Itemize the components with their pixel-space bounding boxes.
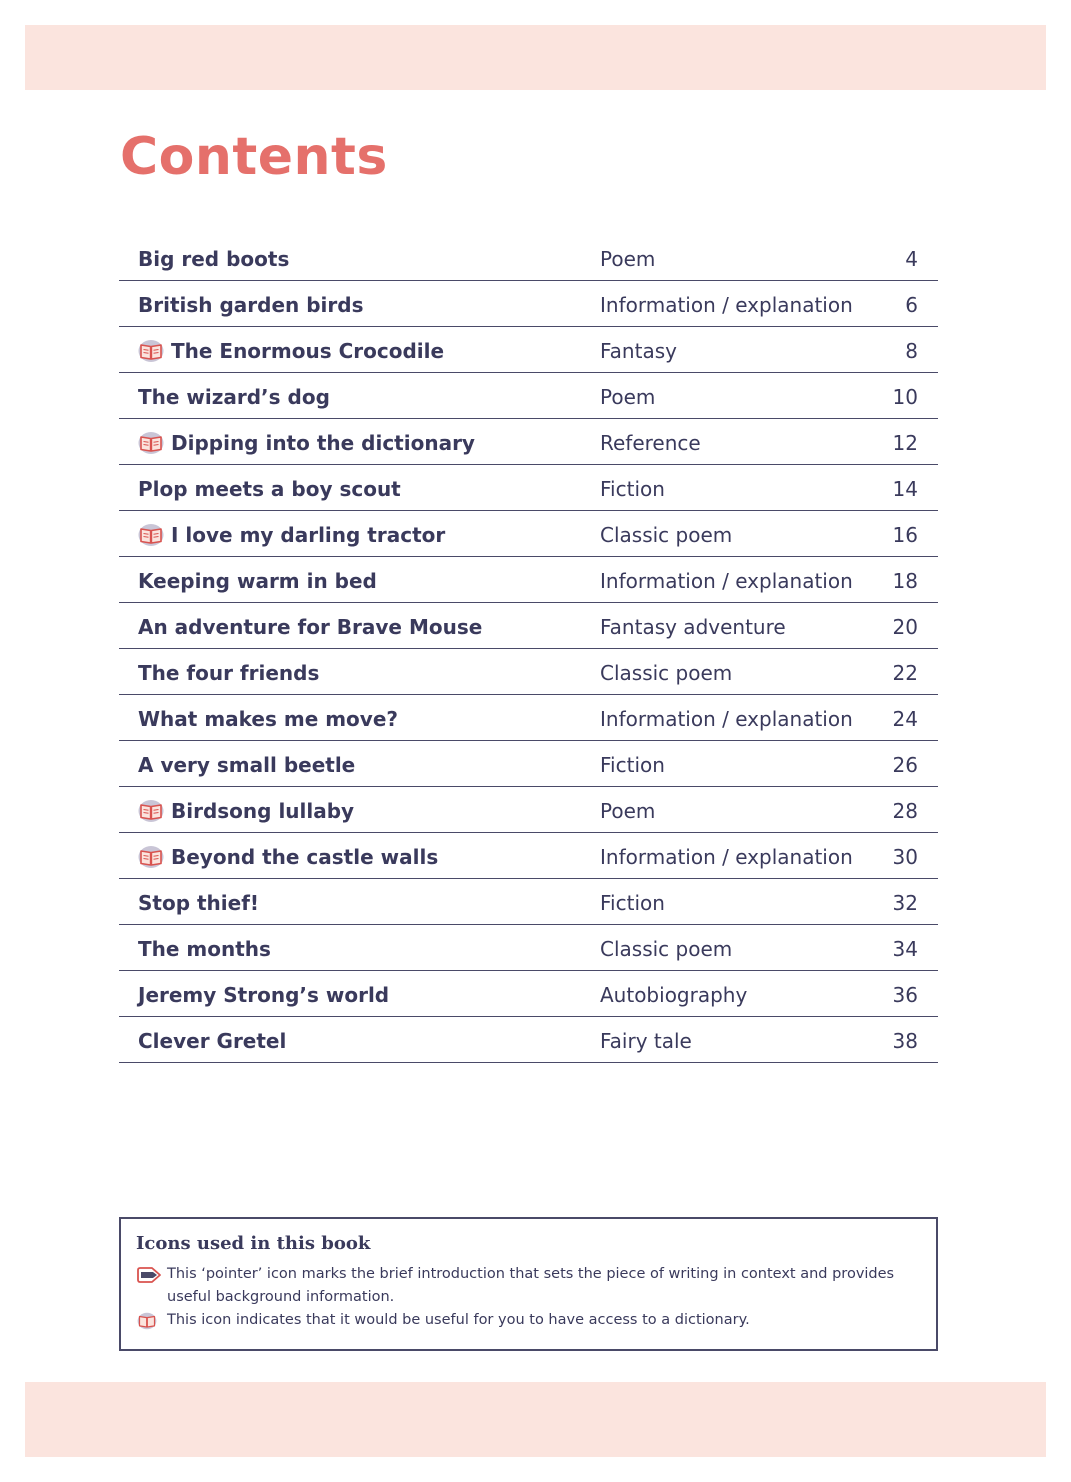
contents-genre: Fairy tale (600, 1029, 692, 1053)
legend-pointer-text: This ‘pointer’ icon marks the brief introduction that sets the piece of writing in context and provides useful background information. (167, 1266, 895, 1305)
contents-row[interactable] (119, 787, 938, 833)
contents-page-number: 10 (892, 385, 918, 409)
dictionary-book-icon (138, 431, 164, 455)
contents-row[interactable] (119, 925, 938, 971)
contents-row[interactable] (119, 465, 938, 511)
contents-page-number: 12 (892, 431, 918, 455)
contents-title[interactable]: I love my darling tractor (171, 523, 446, 547)
contents-row[interactable] (119, 649, 938, 695)
contents-genre: Fiction (600, 477, 665, 501)
contents-title[interactable]: Keeping warm in bed (138, 569, 377, 593)
contents-row[interactable] (119, 235, 938, 281)
legend-heading: Icons used in this book (136, 1233, 371, 1254)
contents-title-cell (138, 247, 289, 271)
contents-title[interactable]: Plop meets a boy scout (138, 477, 401, 501)
contents-row[interactable] (119, 971, 938, 1017)
contents-genre: Autobiography (600, 983, 748, 1007)
contents-row[interactable] (119, 879, 938, 925)
icon-legend-box (119, 1217, 938, 1351)
contents-title[interactable]: Big red boots (138, 247, 290, 271)
contents-title-cell (138, 615, 482, 639)
contents-genre: Classic poem (600, 523, 733, 547)
contents-page-number: 30 (892, 845, 918, 869)
contents-genre: Information / explanation (600, 845, 853, 869)
contents-title[interactable]: Jeremy Strong’s world (138, 983, 390, 1007)
contents-title[interactable]: What makes me move? (138, 707, 398, 731)
contents-genre: Fantasy (600, 339, 677, 363)
contents-title[interactable]: The four friends (138, 661, 320, 685)
legend-dictionary-text: This icon indicates that it would be useful for you to have access to a dictionary. (167, 1312, 750, 1328)
contents-title-cell (138, 431, 475, 455)
dictionary-book-icon (138, 523, 164, 547)
contents-title[interactable]: The wizard’s dog (138, 385, 330, 409)
header-band (25, 25, 1046, 90)
contents-page-number: 8 (905, 339, 918, 363)
contents-row[interactable] (119, 373, 938, 419)
dictionary-book-icon (138, 845, 164, 869)
contents-row[interactable] (119, 695, 938, 741)
contents-title[interactable]: Dipping into the dictionary (171, 431, 475, 455)
contents-genre: Information / explanation (600, 293, 853, 317)
contents-title-cell (138, 799, 354, 823)
contents-page-number: 14 (892, 477, 918, 501)
contents-title[interactable]: British garden birds (138, 293, 364, 317)
contents-title[interactable]: Beyond the castle walls (171, 845, 439, 869)
contents-page-number: 16 (892, 523, 918, 547)
contents-row[interactable] (119, 833, 938, 879)
dictionary-book-icon (138, 339, 164, 363)
page-title: Contents (120, 127, 388, 187)
contents-page-number: 24 (892, 707, 918, 731)
contents-title-cell (138, 1029, 286, 1053)
contents-page-number: 6 (905, 293, 918, 317)
contents-title-cell (138, 891, 259, 915)
contents-page-number: 22 (892, 661, 918, 685)
contents-genre: Fiction (600, 891, 665, 915)
legend-pointer-entry (136, 1263, 926, 1309)
contents-table (119, 235, 938, 1063)
contents-row[interactable] (119, 419, 938, 465)
contents-title[interactable]: Clever Gretel (138, 1029, 287, 1053)
contents-title-cell (138, 707, 398, 731)
contents-title[interactable]: The Enormous Crocodile (171, 339, 445, 363)
contents-title[interactable]: The months (138, 937, 271, 961)
contents-page-number: 4 (905, 247, 918, 271)
contents-genre: Fantasy adventure (600, 615, 786, 639)
contents-title-cell (138, 339, 444, 363)
contents-genre: Fiction (600, 753, 665, 777)
dictionary-book-icon (138, 799, 164, 823)
contents-title[interactable]: An adventure for Brave Mouse (138, 615, 483, 639)
contents-page-number: 36 (892, 983, 918, 1007)
contents-genre: Poem (600, 385, 656, 409)
contents-title-cell (138, 845, 438, 869)
contents-genre: Poem (600, 799, 656, 823)
legend-dictionary-entry (136, 1309, 926, 1332)
contents-genre: Reference (600, 431, 701, 455)
pointer-icon (136, 1266, 162, 1284)
contents-title-cell (138, 385, 330, 409)
contents-page-number: 34 (892, 937, 918, 961)
contents-row[interactable] (119, 741, 938, 787)
contents-row[interactable] (119, 511, 938, 557)
contents-row[interactable] (119, 603, 938, 649)
contents-page-number: 26 (892, 753, 918, 777)
dictionary-book-icon (136, 1312, 162, 1330)
contents-title-cell (138, 569, 377, 593)
contents-genre: Poem (600, 247, 656, 271)
contents-title-cell (138, 937, 271, 961)
contents-title[interactable]: Birdsong lullaby (171, 799, 355, 823)
contents-title-cell (138, 661, 319, 685)
contents-page-number: 38 (892, 1029, 918, 1053)
contents-title-cell (138, 523, 445, 547)
contents-row[interactable] (119, 557, 938, 603)
contents-title-cell (138, 983, 389, 1007)
contents-title[interactable]: A very small beetle (138, 753, 356, 777)
contents-row[interactable] (119, 1017, 938, 1063)
contents-genre: Information / explanation (600, 569, 853, 593)
contents-page-number: 18 (892, 569, 918, 593)
contents-row[interactable] (119, 281, 938, 327)
contents-page-number: 32 (892, 891, 918, 915)
contents-page-number: 20 (892, 615, 918, 639)
contents-genre: Information / explanation (600, 707, 853, 731)
contents-page-number: 28 (892, 799, 918, 823)
footer-band (25, 1382, 1046, 1457)
contents-genre: Classic poem (600, 661, 733, 685)
contents-title-cell (138, 477, 401, 501)
contents-title-cell (138, 293, 364, 317)
contents-title[interactable]: Stop thief! (138, 891, 260, 915)
contents-row[interactable] (119, 327, 938, 373)
contents-genre: Classic poem (600, 937, 733, 961)
contents-title-cell (138, 753, 355, 777)
